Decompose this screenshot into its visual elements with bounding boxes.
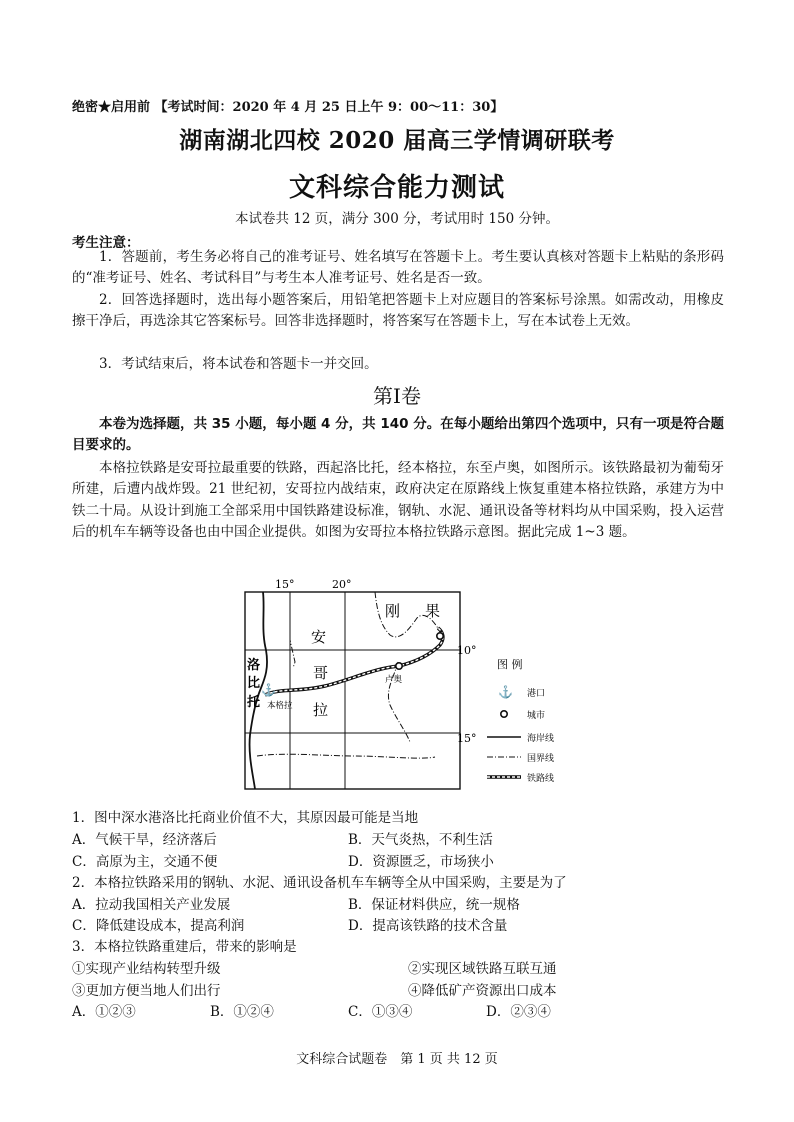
legend-anchor-icon: ⚓ <box>498 685 513 699</box>
country-label-la: 拉 <box>313 701 329 719</box>
legend-label-coast: 海岸线 <box>527 734 555 744</box>
confidential-exam-time-line: 绝密★启用前 【考试时间：2020 年 4 月 25 日上午 9：00～11：30】 <box>72 100 504 115</box>
country-label-guo: 果 <box>425 602 441 620</box>
benguela-railway-map <box>235 570 565 795</box>
city-label-lobito-2: 比 <box>247 676 261 691</box>
city-luau <box>396 663 402 669</box>
lon-label-20: 20° <box>332 578 352 591</box>
notice-item-1: 1．答题前，考生务必将自己的准考证号、姓名填写在答题卡上。考生要认真核对答题卡上粘贴的条形码的“准考证号、姓名、考试科目”与考生本人准考证号、姓名是否一致。 <box>72 249 724 287</box>
city-label-benguela: 本格拉 <box>267 701 293 711</box>
lon-label-15: 15° <box>275 578 295 591</box>
q3-statement-3: ③更加方便当地人们出行 <box>72 983 221 999</box>
anchor-icon: ⚓ <box>261 683 276 697</box>
q3-option-a: A．①②③ <box>72 1004 136 1020</box>
q1-option-a: A．气候干旱，经济落后 <box>72 832 217 848</box>
legend-title: 图 例 <box>497 658 523 671</box>
q1-option-b: B．天气炎热，不利生活 <box>348 832 493 848</box>
q2-option-d: D．提高该铁路的技术含量 <box>348 918 508 934</box>
subject-title: 文科综合能力测试 <box>288 173 505 203</box>
notice-item-3: 3．考试结束后，将本试卷和答题卡一并交回。 <box>99 356 378 372</box>
question-2-stem: 2．本格拉铁路采用的钢轨、水泥、通讯设备机车车辆等全从中国采购，主要是为了 <box>72 875 567 891</box>
q3-statement-2: ②实现区域铁路互联互通 <box>408 961 557 977</box>
question-3-stem: 3．本格拉铁路重建后，带来的影响是 <box>72 939 297 955</box>
notice-item-2: 2．回答选择题时，选出每小题答案后，用铅笔把答题卡上对应题目的答案标号涂黑。如需改动，用橡皮擦干净后，再选涂其它答案标号。回答非选择题时，将答案写在答题卡上，写在本试卷上无效。 <box>72 292 724 330</box>
lat-label-15: 15° <box>457 732 477 745</box>
country-label-gang: 刚 <box>385 602 401 620</box>
country-label-ge: 哥 <box>313 664 329 682</box>
q2-option-a: A．拉动我国相关产业发展 <box>72 897 231 913</box>
q3-statement-4: ④降低矿产资源出口成本 <box>408 983 557 999</box>
q1-option-d: D．资源匮乏，市场狭小 <box>348 854 494 870</box>
border-east <box>388 662 410 742</box>
paper-info: 本试卷共 12 页，满分 300 分，考试用时 150 分钟。 <box>235 211 559 227</box>
city-label-lobito-3: 托 <box>247 695 261 710</box>
q2-option-b: B．保证材料供应，统一规格 <box>348 897 520 913</box>
section-title: 第Ⅰ卷 <box>373 384 421 408</box>
legend-label-city: 城市 <box>527 711 546 721</box>
legend-label-port: 港口 <box>527 689 546 699</box>
page-footer: 文科综合试题卷 第 1 页 共 12 页 <box>296 1052 498 1067</box>
q3-option-b: B．①②④ <box>210 1004 274 1020</box>
q3-option-d: D．②③④ <box>486 1004 551 1020</box>
question-1-stem: 1．图中深水港洛比托商业价值不大，其原因最可能是当地 <box>72 810 419 826</box>
q3-option-c: C．①③④ <box>348 1004 413 1020</box>
notice-heading: 考生注意： <box>72 235 140 251</box>
city-east <box>437 633 443 639</box>
legend-city-circle-icon <box>501 711 507 717</box>
exam-title: 湖南湖北四校 2020 届高三学情调研联考 <box>179 127 615 154</box>
q2-option-c: C．降低建设成本，提高利润 <box>72 918 245 934</box>
country-label-an: 安 <box>311 628 327 646</box>
legend-label-border: 国界线 <box>527 754 555 764</box>
legend-label-railway: 铁路线 <box>527 774 555 784</box>
railway-outline <box>265 628 443 695</box>
passage: 本格拉铁路是安哥拉最重要的铁路，西起洛比托，经本格拉，东至卢奥，如图所示。该铁路最初为葡萄牙所建，后遭内战炸毁。21 世纪初，安哥拉内战结束，政府决定在原路线上恢复重建本格拉铁路，承建方为中铁二十局。从设计到施工全部采用中国铁路建设标准，钢轨、水泥、通讯设备等材料均从中国采购，投入运营后的机车车辆等设备也由中国企业提供。如图为安哥拉本格拉铁路示意图。据此完成 1~3 题。 <box>72 460 724 540</box>
q1-option-c: C．高原为主，交通不便 <box>72 854 218 870</box>
city-label-luau: 卢奥 <box>385 675 403 685</box>
border-north <box>290 592 295 668</box>
section-intro: 本卷为选择题，共 35 小题，每小题 4 分，共 140 分。在每小题给出第四个选项中，只有一项是符合题目要求的。 <box>72 416 724 454</box>
lat-label-10: 10° <box>457 644 477 657</box>
city-label-lobito-1: 洛 <box>247 658 261 673</box>
q3-statement-1: ①实现产业结构转型升级 <box>72 961 221 977</box>
border-south <box>257 754 435 758</box>
